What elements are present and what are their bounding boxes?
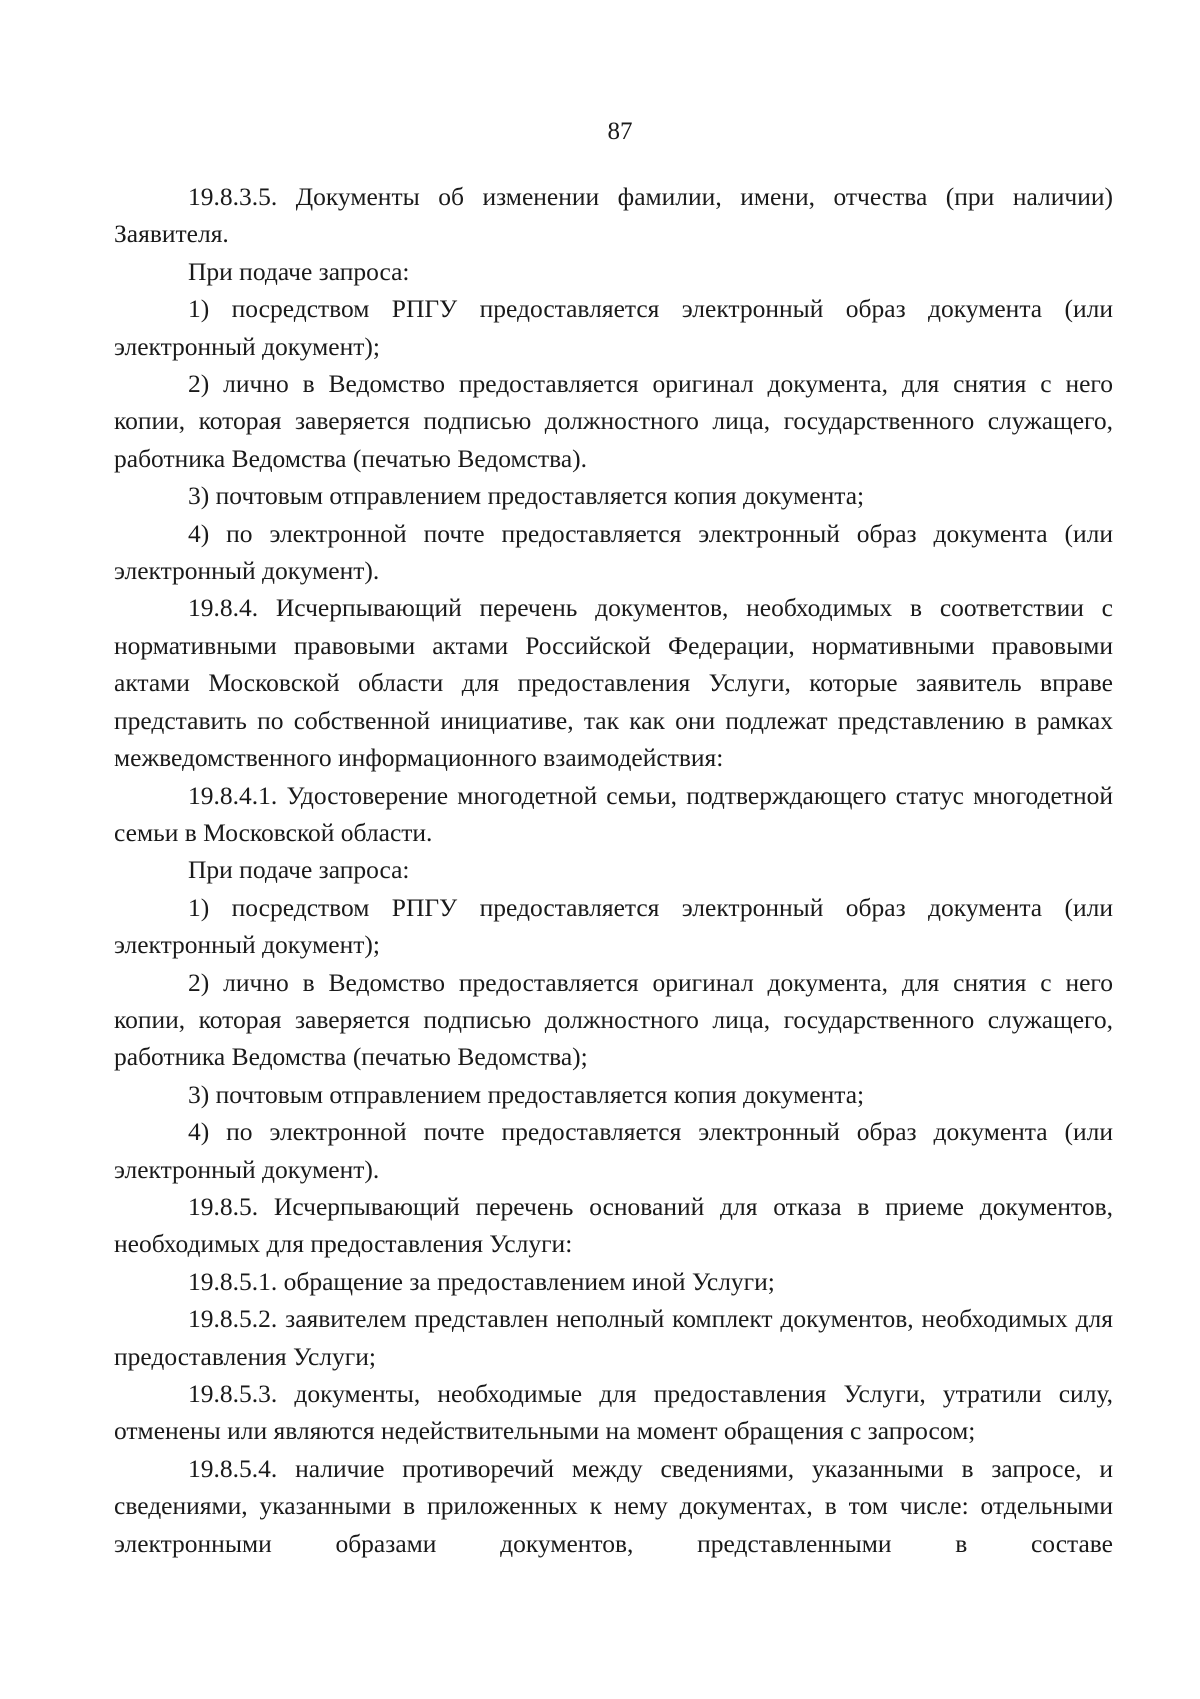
paragraph: 19.8.5.4. наличие противоречий между сведениями, указанными в запросе, и сведениями, указанными в приложенных к нему документах, в том числе: отдельными электронными образами документов, представленными в составе <box>114 1453 1113 1558</box>
paragraph: 19.8.3.5. Документы об изменении фамилии, имени, отчества (при наличии) Заявителя. <box>114 182 1113 249</box>
paragraph: 4) по электронной почте предоставляется электронный образ документа (или электронный документ). <box>114 1117 1113 1184</box>
paragraph: 2) лично в Ведомство предоставляется оригинал документа, для снятия с него копии, которая заверяется подписью должностного лица, государственного служащего, работника Ведомства (печатью Ведомства). <box>114 369 1113 473</box>
paragraph: 19.8.4.1. Удостоверение многодетной семьи, подтверждающего статус многодетной семьи в Московской области. <box>114 780 1113 847</box>
paragraph: 19.8.5. Исчерпывающий перечень оснований для отказа в приеме документов, необходимых для предоставления Услуги: <box>114 1191 1113 1259</box>
paragraph: 19.8.4. Исчерпывающий перечень документов, необходимых в соответствии с нормативными правовыми актами Российской Федерации, нормативными правовыми актами Московской области для предоставления Услуги, которые заявитель вправе представить по собственной инициативе, так как они подлежат представлению в рамках межведомственного информационного взаимодействия: <box>114 593 1113 773</box>
paragraph: 3) почтовым отправлением предоставляется копия документа; <box>188 481 865 511</box>
paragraph: 2) лично в Ведомство предоставляется оригинал документа, для снятия с него копии, которая заверяется подписью должностного лица, государственного служащего, работника Ведомства (печатью Ведомства); <box>114 967 1113 1072</box>
paragraph: 3) почтовым отправлением предоставляется копия документа; <box>188 1079 865 1109</box>
paragraph: 19.8.5.3. документы, необходимые для предоставления Услуги, утратили силу, отменены или являются недействительными на момент обращения с запросом; <box>114 1379 1113 1446</box>
paragraph: При подаче запроса: <box>188 256 410 286</box>
paragraph: При подаче запроса: <box>188 855 410 885</box>
document-body <box>114 178 1113 1562</box>
paragraph: 19.8.5.2. заявителем представлен неполный комплект документов, необходимых для предоставления Услуги; <box>114 1304 1113 1371</box>
page-number: 87 <box>607 118 633 145</box>
paragraph: 4) по электронной почте предоставляется электронный образ документа (или электронный документ). <box>114 518 1113 586</box>
paragraph: 1) посредством РПГУ предоставляется электронный образ документа (или электронный документ); <box>114 294 1113 361</box>
paragraph: 1) посредством РПГУ предоставляется электронный образ документа (или электронный документ); <box>114 892 1113 960</box>
paragraph: 19.8.5.1. обращение за предоставлением иной Услуги; <box>188 1266 775 1296</box>
